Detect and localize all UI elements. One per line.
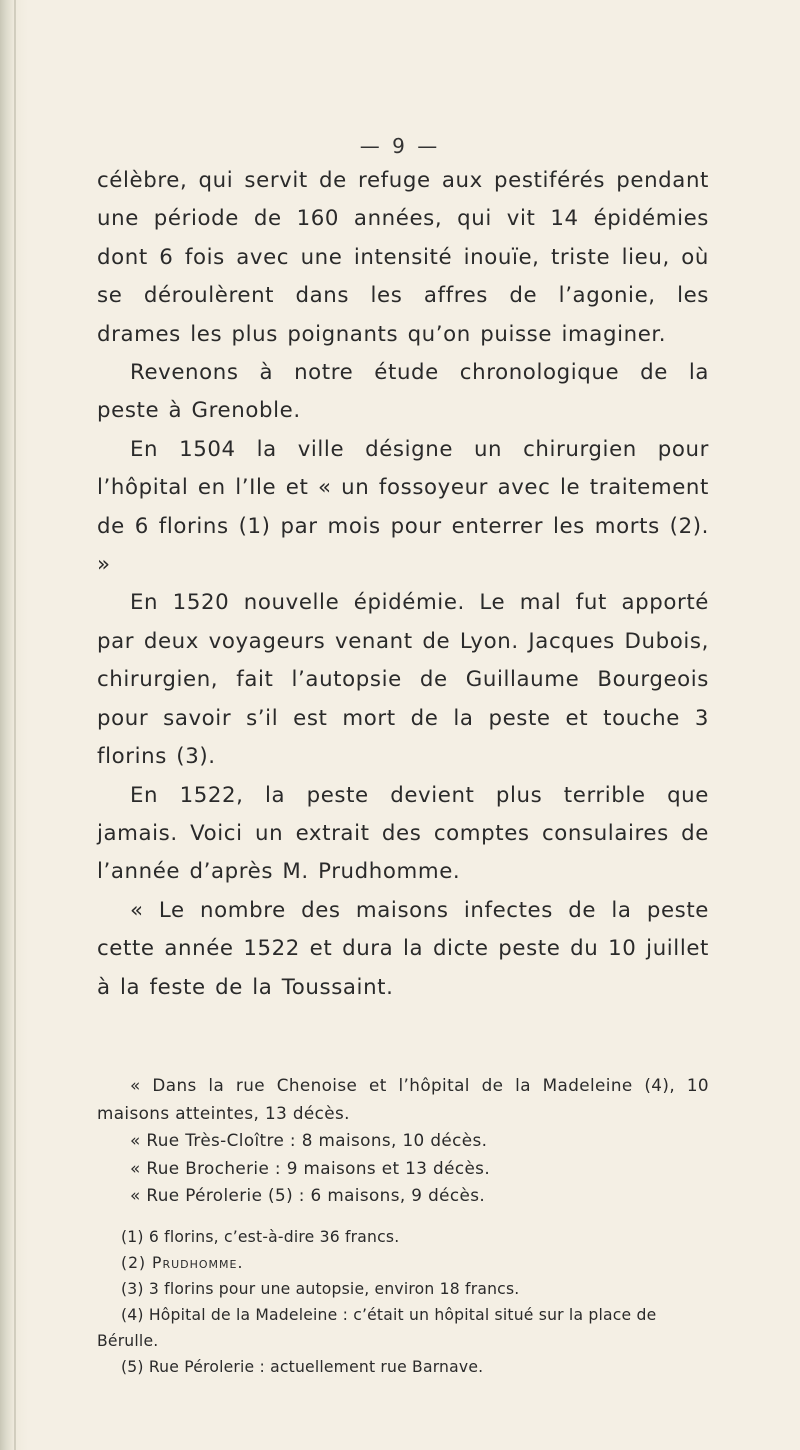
footnote: (2) Prudhomme. <box>121 1254 244 1272</box>
quote-line: « Rue Pérolerie (5) : 6 maisons, 9 décès. <box>130 1185 486 1205</box>
paragraph: En 1522, la peste devient plus terrible que jamais. Voici un extrait des comptes consulaires de l’année d’après M. Prudhomme. <box>97 782 709 885</box>
paragraph: En 1520 nouvelle épidémie. Le mal fut apporté par deux voyageurs venant de Lyon. Jacques Dubois, chirurgien, fait l’autopsie de Guillaume Bourgeois pour savoir s’il est mort de la peste et touche 3 florins (3). <box>97 590 709 770</box>
paragraph: « Le nombre des maisons infectes de la peste cette année 1522 et dura la dicte peste du 10 juillet à la feste de la Toussaint. <box>97 897 709 1000</box>
main-text <box>97 162 709 1007</box>
paragraph: En 1504 la ville désigne un chirurgien pour l’hôpital en l’Ile et « un fossoyeur avec le traitement de 6 florins (1) par mois pour enterrer les morts (2). » <box>97 436 709 578</box>
footnote: (4) Hôpital de la Madeleine : c’était un hôpital situé sur la place de Bérulle. <box>97 1306 657 1350</box>
quote-line: « Dans la rue Chenoise et l’hôpital de la Madeleine (4), 10 maisons atteintes, 13 décès. <box>97 1075 709 1123</box>
page-number: — 9 — <box>359 134 441 158</box>
quoted-accounts <box>97 1072 709 1210</box>
quote-line: « Rue Brocherie : 9 maisons et 13 décès. <box>130 1157 491 1178</box>
footnote: (3) 3 florins pour une autopsie, environ 18 francs. <box>121 1280 520 1298</box>
footnote: (5) Rue Pérolerie : actuellement rue Barnave. <box>121 1358 484 1376</box>
quote-line: « Rue Très-Cloître : 8 maisons, 10 décès. <box>130 1130 488 1150</box>
binding-edge <box>14 0 16 1450</box>
paragraph: célèbre, qui servit de refuge aux pestiférés pendant une période de 160 années, qui vit 14 épidémies dont 6 fois avec une intensité inouïe, triste lieu, où se déroulèrent dans les affres de l’agonie, les drames les plus poignants qu’on puisse imaginer. <box>97 168 709 347</box>
footnote: (1) 6 florins, c’est-à-dire 36 francs. <box>121 1228 400 1246</box>
paragraph: Revenons à notre étude chronologique de la peste à Grenoble. <box>97 360 709 424</box>
footnotes <box>97 1224 709 1380</box>
